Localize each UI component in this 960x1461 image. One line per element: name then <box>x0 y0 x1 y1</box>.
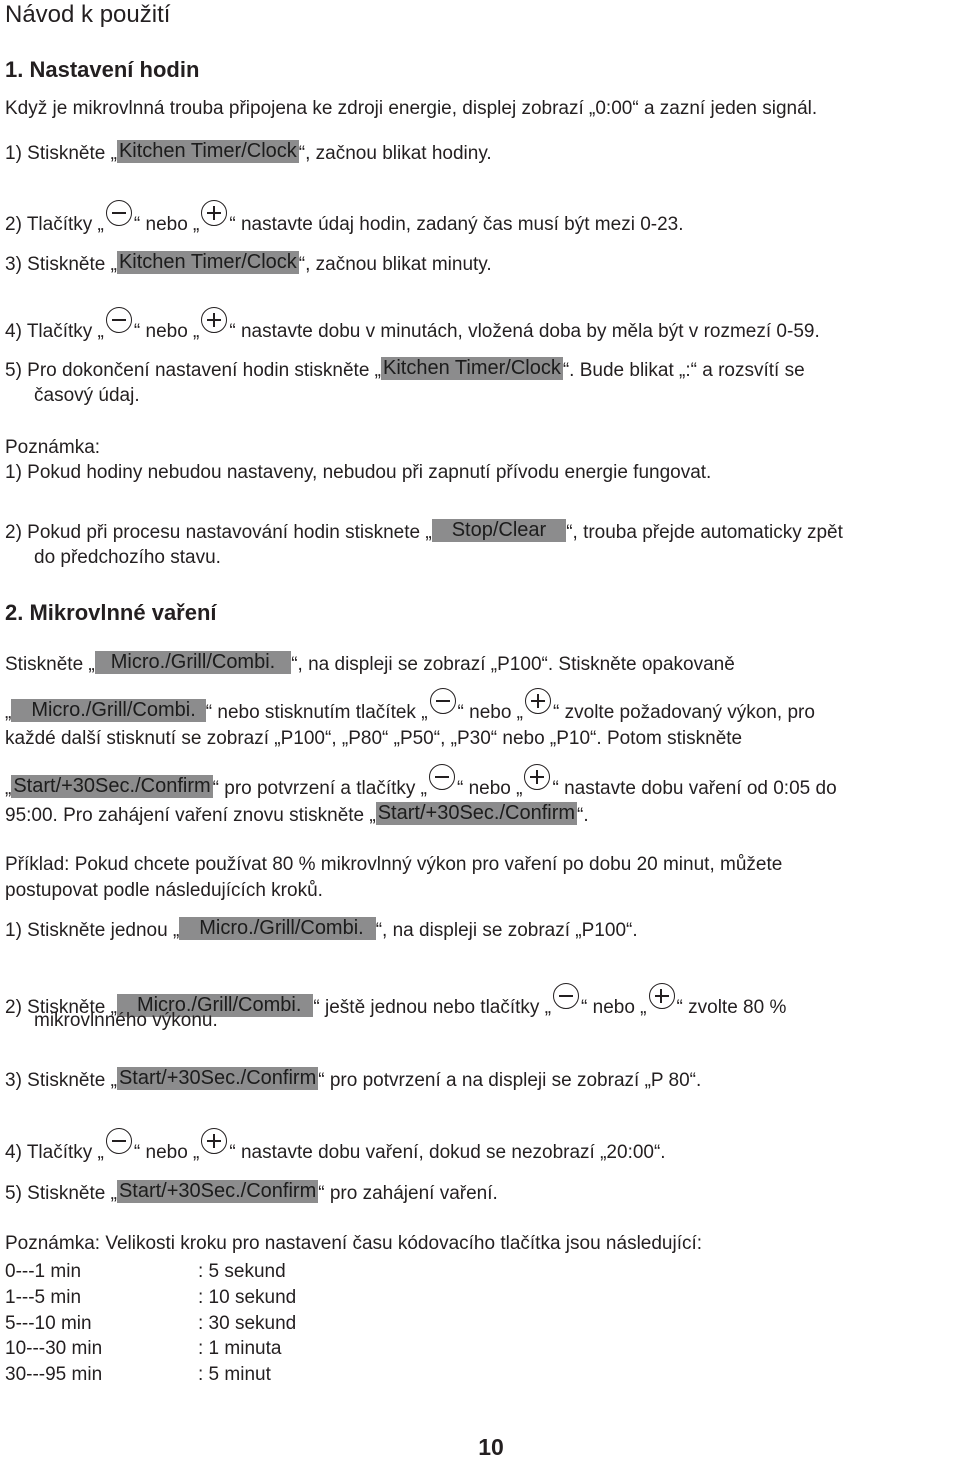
table-row <box>5 1362 296 1388</box>
clock-intro: Když je mikrovlnná trouba připojena ke zdroji energie, displej zobrazí „0:00“ a zazní jeden signál. <box>5 98 818 119</box>
table-row <box>5 1259 296 1285</box>
minus-circle-icon <box>553 983 579 1009</box>
microwave-para-1: Stiskněte „ Micro./Grill/Combi. “, na displeji se zobrazí „P100“. Stiskněte opakovaně <box>5 651 735 675</box>
minus-circle-icon <box>106 307 132 333</box>
example-step-4: 4) Tlačítky „ “ nebo „ “ nastavte dobu vaření, dokud se nezobrazí „20:00“. <box>5 1128 666 1164</box>
clock-step-1: 1) Stiskněte „ Kitchen Timer/Clock “, začnou blikat hodiny. <box>5 140 492 164</box>
start-confirm-key: Start/+30Sec./Confirm <box>377 802 576 824</box>
plus-circle-icon <box>525 688 551 714</box>
clock-step-3: 3) Stiskněte „ Kitchen Timer/Clock “, začnou blikat minuty. <box>5 251 492 275</box>
start-confirm-key: Start/+30Sec./Confirm <box>13 775 211 797</box>
clock-step-4: 4) Tlačítky „ “ nebo „ “ nastavte dobu v minutách, vložená doba by měla být v rozmezí 0-59. <box>5 307 820 343</box>
example-step-2-cont: mikrovlnného výkonu. <box>34 1010 218 1031</box>
micro-grill-combi-key: Micro./Grill/Combi. <box>117 994 313 1017</box>
clock-note-2-cont: do předchozího stavu. <box>34 547 221 568</box>
step-value: : 10 sekund <box>198 1286 297 1308</box>
step-size-table <box>5 1259 296 1388</box>
time-range: 30---95 min <box>5 1364 103 1386</box>
plus-circle-icon <box>201 200 227 226</box>
example-step-3: 3) Stiskněte „ Start/+30Sec./Confirm “ pro potvrzení a na displeji se zobrazí „P 80“. <box>5 1067 702 1091</box>
example-step-5: 5) Stiskněte „ Start/+30Sec./Confirm “ pro zahájení vaření. <box>5 1180 498 1204</box>
minus-circle-icon <box>430 688 456 714</box>
example-step-2: 2) Stiskněte „ Micro./Grill/Combi. “ ještě jednou nebo tlačítky „ “ nebo „ “ zvolte 80 % <box>5 983 786 1019</box>
microwave-para-4: „ Start/+30Sec./Confirm “ pro potvrzení a tlačítky „ “ nebo „ “ nastavte dobu vaření od 0:05 do <box>5 764 837 800</box>
kitchen-timer-clock-key: Kitchen Timer/Clock <box>383 357 561 379</box>
minus-circle-icon <box>106 200 132 226</box>
page-number: 10 <box>478 1434 504 1460</box>
step-value: : 5 minut <box>198 1364 271 1386</box>
microwave-para-5: 95:00. Pro zahájení vaření znovu stiskněte „ Start/+30Sec./Confirm “. <box>5 802 589 826</box>
example-step-1: 1) Stiskněte jednou „ Micro./Grill/Combi. “, na displeji se zobrazí „P100“. <box>5 917 638 941</box>
table-row <box>5 1336 296 1362</box>
example-line-2: postupovat podle následujících kroků. <box>5 880 323 901</box>
microwave-para-3: každé další stisknutí se zobrazí „P100“, „P80“ „P50“, „P30“ nebo „P10“. Potom stiskněte <box>5 728 743 749</box>
step-value: : 30 sekund <box>198 1312 297 1334</box>
table-row <box>5 1285 296 1311</box>
minus-circle-icon <box>106 1128 132 1154</box>
section-heading-clock: 1. Nastavení hodin <box>5 57 200 82</box>
clock-step-5: 5) Pro dokončení nastavení hodin stiskněte „ Kitchen Timer/Clock “. Bude blikat „:“ a rozsvítí se <box>5 357 805 381</box>
minus-circle-icon <box>429 764 455 790</box>
plus-circle-icon <box>524 764 550 790</box>
clock-note-1: 1) Pokud hodiny nebudou nastaveny, nebudou při zapnutí přívodu energie fungovat. <box>5 462 712 483</box>
page-title: Návod k použití <box>5 1 171 28</box>
start-confirm-key: Start/+30Sec./Confirm <box>118 1180 317 1202</box>
step-size-note: Poznámka: Velikosti kroku pro nastavení času kódovacího tlačítka jsou následující: <box>5 1233 703 1254</box>
stop-clear-key: Stop/Clear <box>432 519 567 542</box>
time-range: 1---5 min <box>5 1286 82 1308</box>
time-range: 10---30 min <box>5 1338 103 1360</box>
section-heading-microwave: 2. Mikrovlnné vaření <box>5 600 217 625</box>
start-confirm-key: Start/+30Sec./Confirm <box>118 1067 317 1089</box>
clock-step-5-cont: časový údaj. <box>34 385 140 406</box>
kitchen-timer-clock-key: Kitchen Timer/Clock <box>118 140 297 162</box>
time-range: 5---10 min <box>5 1312 92 1334</box>
example-line-1: Příklad: Pokud chcete používat 80 % mikrovlnný výkon pro vaření po dobu 20 minut, můžete <box>5 854 783 875</box>
microwave-para-2: „ Micro./Grill/Combi. “ nebo stisknutím tlačítek „ “ nebo „ “ zvolte požadovaný výkon, pro <box>5 688 815 724</box>
plus-circle-icon <box>201 307 227 333</box>
kitchen-timer-clock-key: Kitchen Timer/Clock <box>118 251 297 273</box>
clock-note-title: Poznámka: <box>5 437 101 458</box>
plus-circle-icon <box>649 983 675 1009</box>
step-value: : 5 sekund <box>198 1261 286 1282</box>
table-row <box>5 1311 296 1337</box>
micro-grill-combi-key: Micro./Grill/Combi. <box>11 699 205 722</box>
micro-grill-combi-key: Micro./Grill/Combi. <box>95 651 291 674</box>
micro-grill-combi-key: Micro./Grill/Combi. <box>179 917 375 940</box>
clock-note-2: 2) Pokud při procesu nastavování hodin stisknete „ Stop/Clear “, trouba přejde automaticky zpět <box>5 519 843 543</box>
plus-circle-icon <box>201 1128 227 1154</box>
step-value: : 1 minuta <box>198 1338 282 1360</box>
time-range: 0---1 min <box>5 1261 82 1282</box>
clock-step-2: 2) Tlačítky „ “ nebo „ “ nastavte údaj hodin, zadaný čas musí být mezi 0-23. <box>5 200 684 236</box>
